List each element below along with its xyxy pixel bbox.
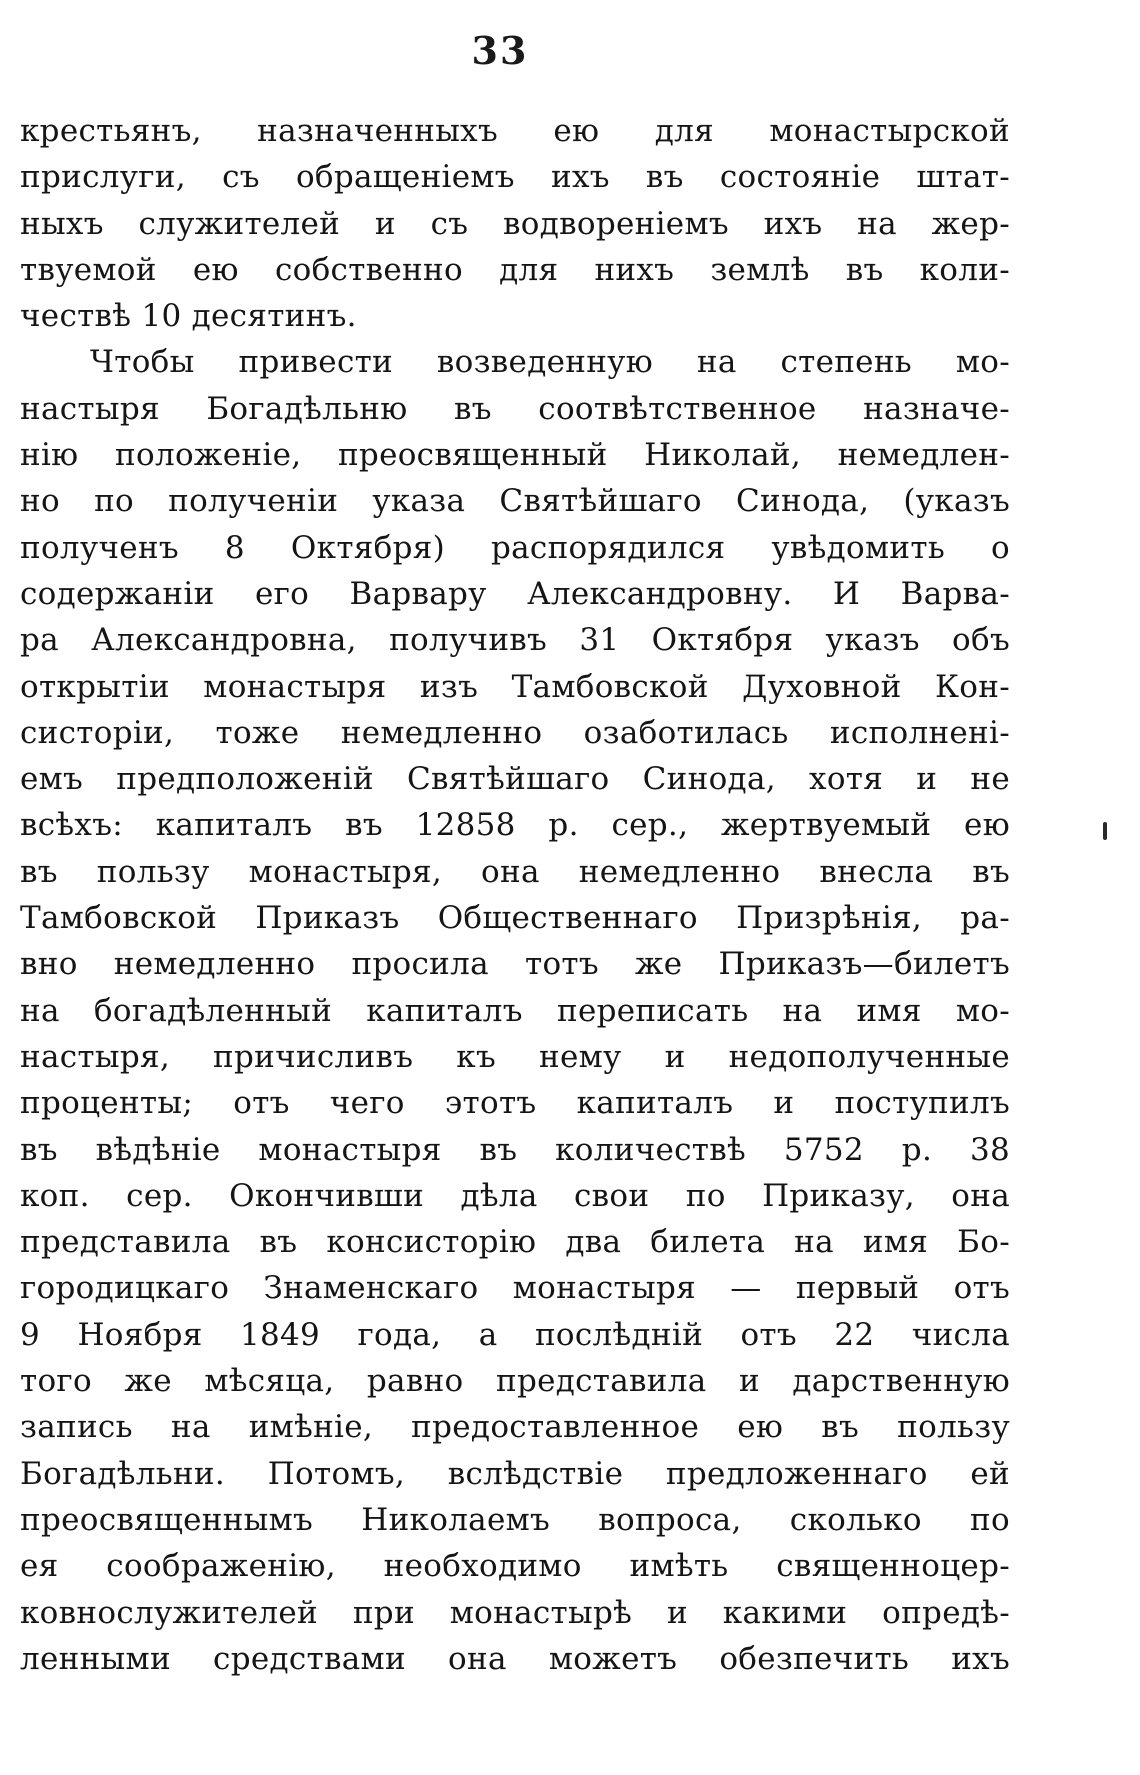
text-line: преосвященнымъ Николаемъ вопроса, сколько по: [20, 1501, 1010, 1538]
page-number: 33: [471, 28, 529, 73]
text-line: всѣхъ: капиталъ въ 12858 р. сер., жертвуемый ею: [20, 807, 1010, 844]
text-line: крестьянъ, назначенныхъ ею для монастырской: [20, 113, 1010, 149]
text-line: ныхъ служителей и съ водвореніемъ ихъ на жер-: [20, 205, 1010, 242]
text-line: Тамбовской Приказъ Общественнаго Призрѣнія, ра-: [20, 900, 1010, 937]
text-line: настыря Богадѣльню въ соотвѣтственное назначе-: [20, 390, 1010, 427]
text-line: въ пользу монастыря, она немедленно внесла въ: [20, 853, 1010, 890]
text-line: коп. сер. Окончивши дѣла свои по Приказу, она: [20, 1177, 1010, 1214]
text-line: емъ предположеній Святѣйшаго Синода, хотя и не: [20, 761, 1010, 798]
text-line: того же мѣсяца, равно представила и дарственную: [20, 1363, 1010, 1400]
text-line: открытіи монастыря изъ Тамбовской Духовной Кон-: [20, 668, 1010, 705]
paragraph-end-line: чествѣ 10 десятинъ.: [20, 298, 357, 335]
text-line: твуемой ею собственно для нихъ землѣ въ коли-: [20, 251, 1010, 288]
text-line: ра Александровна, получивъ 31 Октября указъ объ: [20, 622, 1010, 659]
text-line: представила въ консисторію два билета на имя Бо-: [20, 1224, 1010, 1261]
text-line: настыря, причисливъ къ нему и недополученные: [20, 1038, 1010, 1075]
text-line: нію положеніе, преосвященный Николай, немедлен-: [20, 437, 1010, 474]
text-line: ленными средствами она можетъ обезпечить ихъ: [20, 1640, 1010, 1677]
text-line: въ вѣдѣніе монастыря въ количествѣ 5752 р. 38: [20, 1131, 1010, 1168]
text-line: проценты; отъ чего этотъ капиталъ и поступилъ: [20, 1085, 1010, 1122]
text-line: ея соображенію, необходимо имѣть священноцер-: [20, 1548, 1010, 1585]
text-line: прислуги, съ обращеніемъ ихъ въ состояніе штат-: [20, 159, 1010, 196]
text-line: на богадѣленный капиталъ переписать на имя мо-: [20, 992, 1010, 1029]
text-line: 9 Ноября 1849 года, а послѣдній отъ 22 числа: [20, 1316, 1010, 1353]
text-line: но по полученіи указа Святѣйшаго Синода, (указъ: [20, 483, 1010, 520]
text-line: запись на имѣніе, предоставленное ею въ пользу: [20, 1409, 1010, 1446]
text-line: систоріи, тоже немедленно озаботилась исполненi-: [20, 714, 1010, 751]
text-line: полученъ 8 Октября) распорядился увѣдомить о: [20, 529, 1010, 566]
margin-mark: [1103, 822, 1107, 840]
paragraph-start-line: Чтобы привести возведенную на степень мо-: [90, 344, 1010, 381]
body-text: [20, 108, 1010, 1682]
text-line: ковнослужителей при монастырѣ и какими опредѣ-: [20, 1594, 1010, 1631]
text-line: городицкаго Знаменскаго монастыря — первый отъ: [20, 1270, 1010, 1307]
text-line: Богадѣльни. Потомъ, вслѣдствіе предложеннаго ей: [20, 1455, 1010, 1492]
text-line: вно немедленно просила тотъ же Приказъ—билетъ: [20, 946, 1010, 983]
text-line: содержаніи его Варвару Александровну. И Варва-: [20, 575, 1010, 612]
